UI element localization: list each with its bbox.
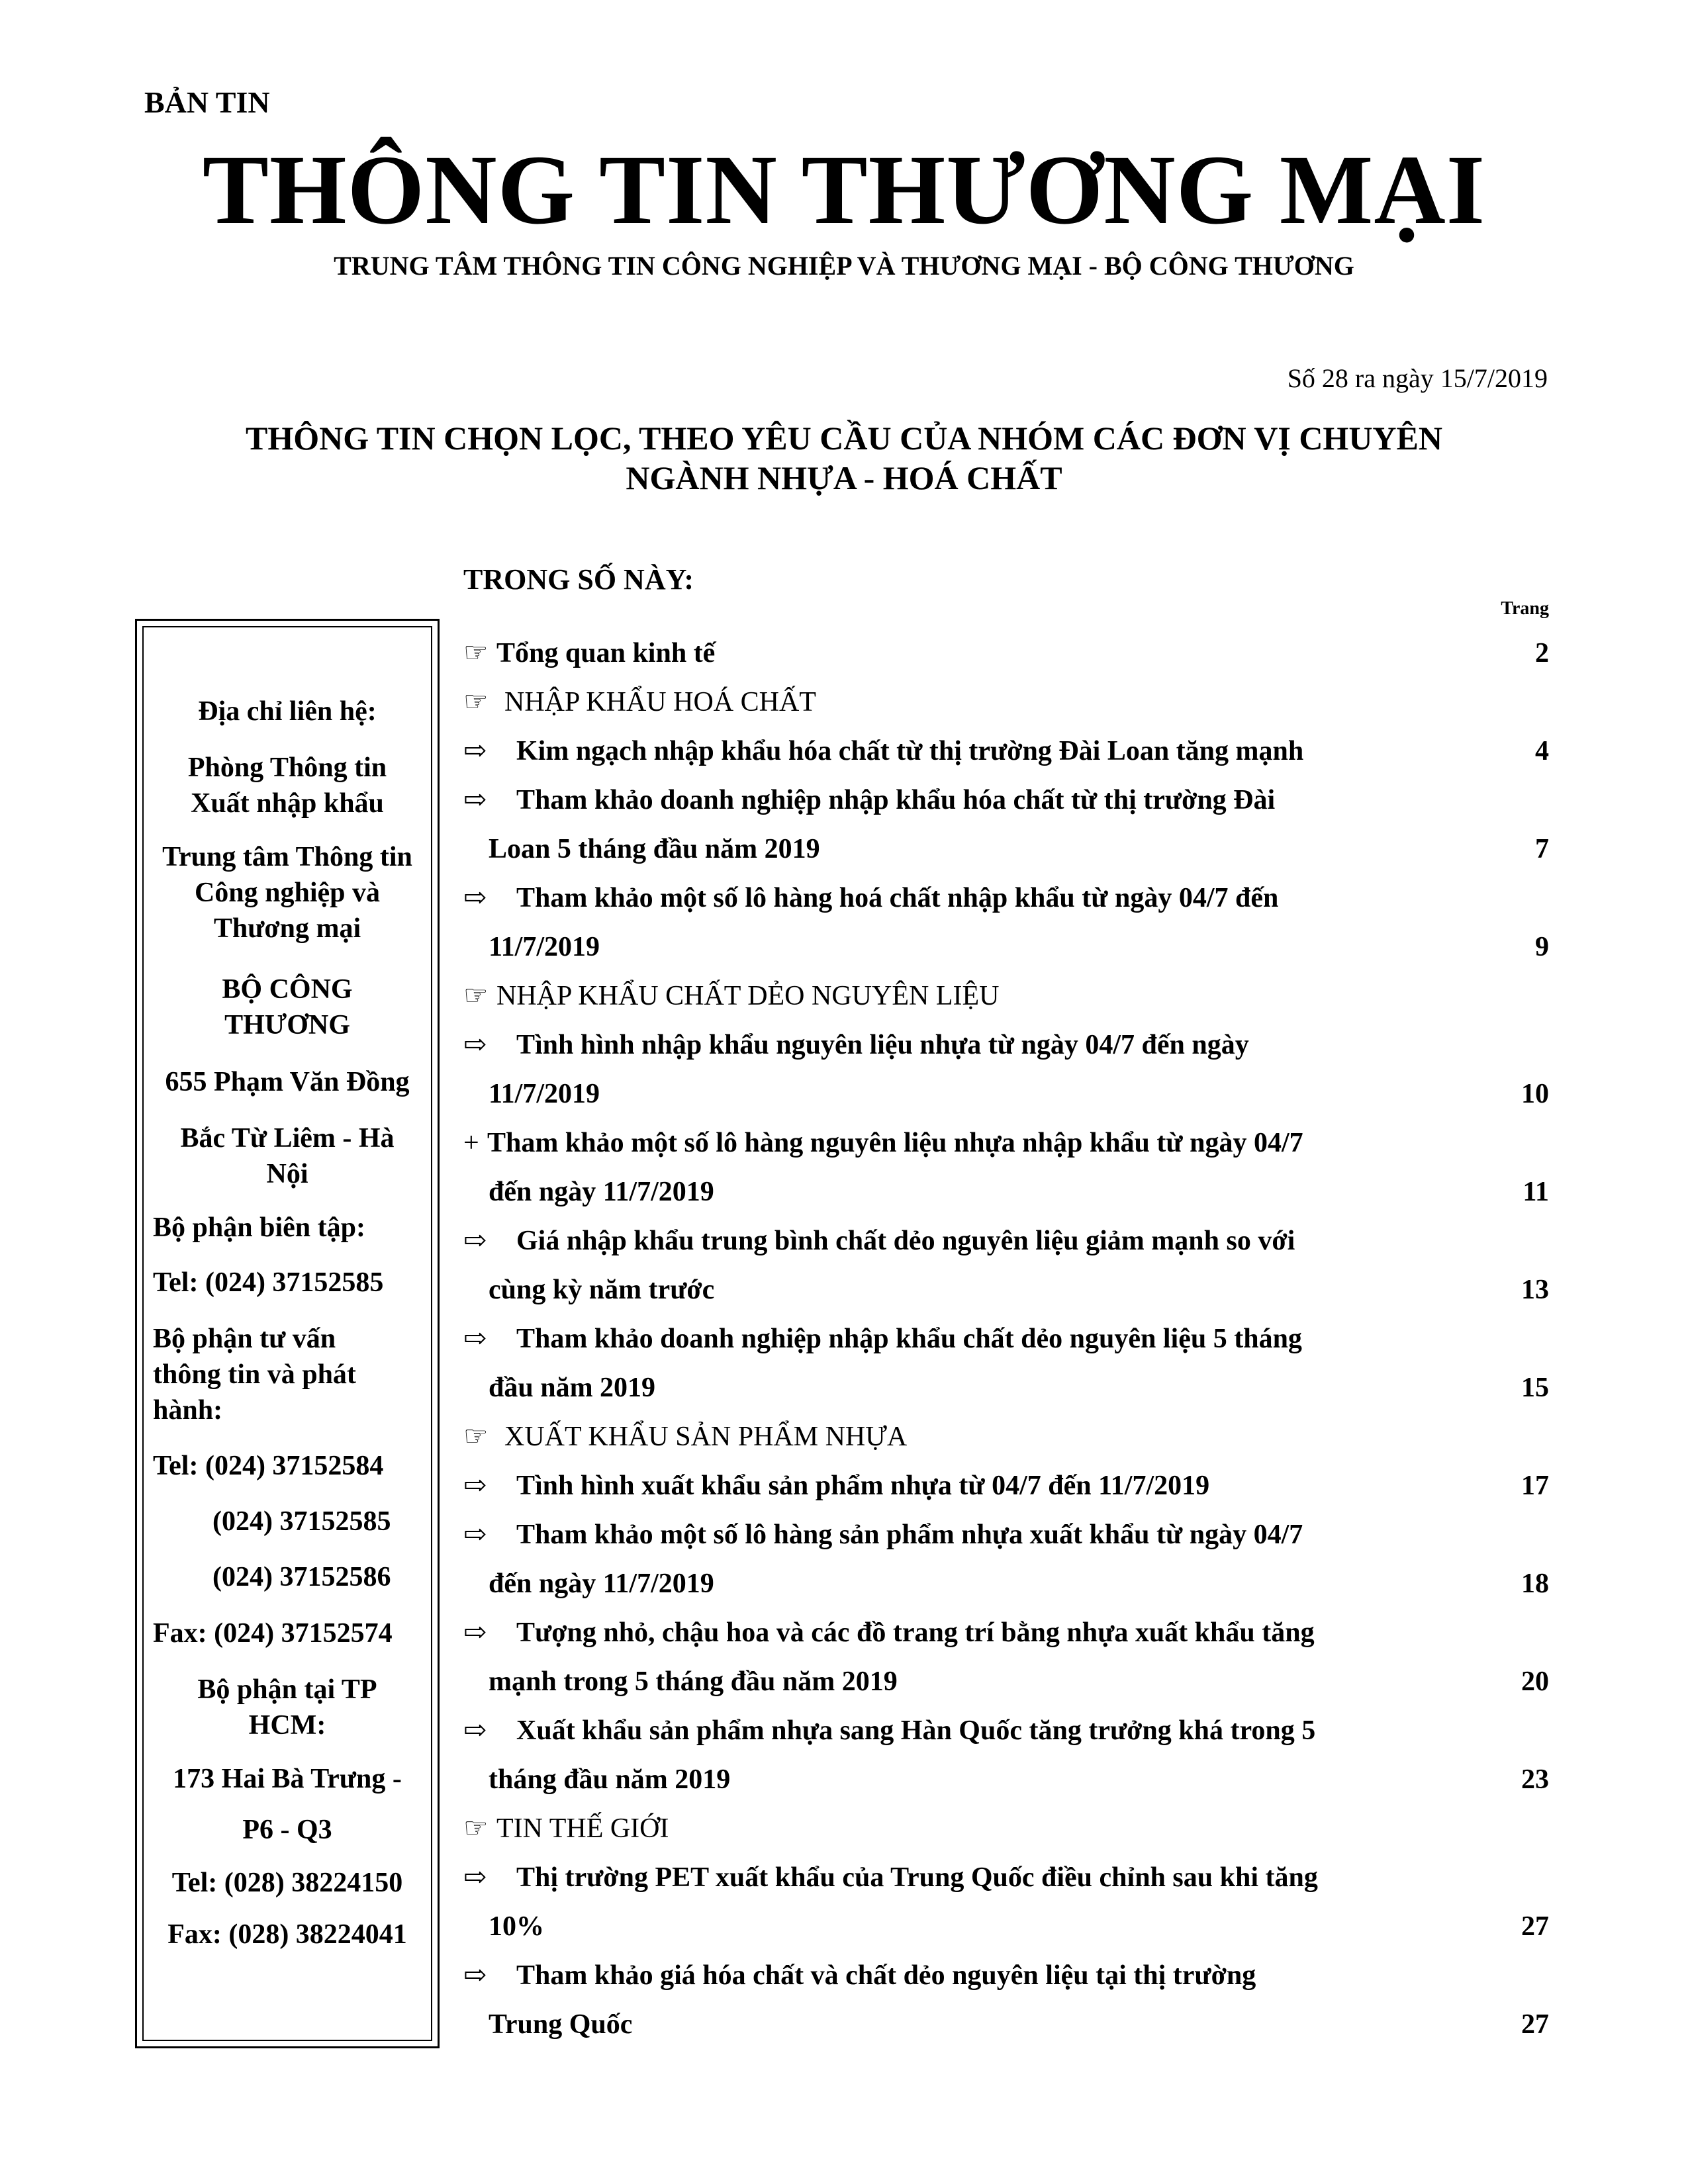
toc-entry-title-continued: tháng đầu năm 2019 (489, 1764, 731, 1795)
contact-hcm-fax: Fax: (028) 38224041 (167, 1919, 407, 1950)
toc-section-title: XUẤT KHẨU SẢN PHẨM NHỰA (504, 1422, 908, 1452)
toc-entry-page: 17 (1521, 1471, 1549, 1501)
toc-entry-title: Tham khảo một số lô hàng sản phẩm nhựa xuất khẩu từ ngày 04/7 (516, 1520, 1303, 1550)
arrow-right-icon: ⇨ (463, 1960, 487, 1991)
arrow-right-icon: ⇨ (463, 785, 487, 815)
toc-entry-page: 7 (1535, 834, 1549, 864)
toc-entry-title-continued: 11/7/2019 (489, 1079, 600, 1109)
toc-entry-title: Tổng quan kinh tế (496, 638, 716, 668)
contact-advisory-tel-1: Tel: (024) 37152584 (153, 1451, 384, 1481)
toc-entry-title: Kim ngạch nhập khẩu hóa chất từ thị trường Đài Loan tăng mạnh (516, 736, 1304, 766)
toc-entry-title-continued: đầu năm 2019 (489, 1373, 656, 1403)
contact-advisory-tel-2: (024) 37152585 (212, 1506, 391, 1537)
arrow-right-icon: ⇨ (463, 1226, 487, 1256)
contact-ministry-line-2: THƯƠNG (224, 1010, 350, 1040)
toc-section-title: TIN THẾ GIỚI (496, 1813, 669, 1844)
arrow-right-icon: ⇨ (463, 736, 487, 766)
toc-entry-page: 10 (1521, 1079, 1549, 1109)
pointing-hand-icon: ☞ (463, 1813, 489, 1844)
toc-section-title: NHẬP KHẨU HOÁ CHẤT (504, 687, 816, 717)
pointing-hand-icon: ☞ (463, 1422, 489, 1452)
contact-street: 655 Phạm Văn Đồng (165, 1067, 410, 1097)
contact-editorial-label: Bộ phận biên tập: (153, 1212, 365, 1243)
toc-entry-title-continued: Trung Quốc (489, 2009, 633, 2040)
toc-section-title: NHẬP KHẨU CHẤT DẺO NGUYÊN LIỆU (496, 981, 1000, 1011)
arrow-right-icon: ⇨ (463, 1520, 487, 1550)
contact-advisory-tel-3: (024) 37152586 (212, 1562, 391, 1592)
toc-entry-page: 13 (1521, 1275, 1549, 1305)
contact-ministry-line-1: BỘ CÔNG (222, 974, 353, 1005)
toc-entry-page: 20 (1521, 1666, 1549, 1697)
toc-entry-title-continued: mạnh trong 5 tháng đầu năm 2019 (489, 1666, 898, 1697)
headline-line-2: NGÀNH NHỰA - HOÁ CHẤT (626, 459, 1062, 496)
toc-page-column-label: Trang (1501, 598, 1549, 619)
toc-entry-page: 2 (1535, 638, 1549, 668)
contact-district-line-1: Bắc Từ Liêm - Hà (180, 1123, 395, 1154)
headline-line-1: THÔNG TIN CHỌN LỌC, THEO YÊU CẦU CỦA NHÓM CÁC ĐƠN VỊ CHUYÊN (245, 420, 1443, 457)
pointing-hand-icon: ☞ (463, 687, 489, 717)
toc-entry-title: Tham khảo doanh nghiệp nhập khẩu hóa chất từ thị trường Đài (516, 785, 1276, 815)
toc-entry-page: 4 (1535, 736, 1549, 766)
toc-entry-title: Giá nhập khẩu trung bình chất dẻo nguyên liệu giảm mạnh so với (516, 1226, 1295, 1256)
contact-sidebar-frame (142, 626, 432, 2041)
issue-date: Số 28 ra ngày 15/7/2019 (1287, 363, 1548, 393)
contact-hcm-line-1: Bộ phận tại TP (197, 1674, 377, 1705)
pointing-hand-icon: ☞ (463, 981, 489, 1011)
toc-entry-title: Xuất khẩu sản phẩm nhựa sang Hàn Quốc tăng trưởng khá trong 5 (516, 1715, 1316, 1746)
contact-center-line-3: Thương mại (213, 913, 361, 944)
contact-advisory-fax: Fax: (024) 37152574 (153, 1618, 393, 1649)
contact-hcm-address-line-1: 173 Hai Bà Trưng - (173, 1764, 402, 1794)
contact-center-line-2: Công nghiệp và (194, 878, 381, 908)
toc-entry-title-continued: 11/7/2019 (489, 932, 600, 962)
contact-district-line-2: Nội (266, 1159, 308, 1189)
contact-dept-line-1: Phòng Thông tin (187, 752, 387, 783)
toc-entry-title: Tham khảo một số lô hàng hoá chất nhập khẩu từ ngày 04/7 đến (516, 883, 1279, 913)
contact-advisory-line-3: hành: (153, 1395, 223, 1426)
toc-entry-title: Tình hình nhập khẩu nguyên liệu nhựa từ ngày 04/7 đến ngày (516, 1030, 1249, 1060)
publisher-line: TRUNG TÂM THÔNG TIN CÔNG NGHIỆP VÀ THƯƠNG MẠI - BỘ CÔNG THƯƠNG (334, 251, 1354, 281)
arrow-right-icon: ⇨ (463, 1715, 487, 1746)
toc-entry-title-continued: đến ngày 11/7/2019 (489, 1569, 714, 1599)
contact-dept-line-2: Xuất nhập khẩu (191, 788, 384, 819)
toc-entry-page: 18 (1521, 1569, 1549, 1599)
contact-hcm-address-line-2: P6 - Q3 (242, 1815, 332, 1845)
plus-icon: + (463, 1128, 479, 1158)
contact-hcm-line-2: HCM: (248, 1710, 326, 1741)
bulletin-kicker: BẢN TIN (144, 85, 270, 119)
pointing-hand-icon: ☞ (463, 638, 489, 668)
toc-title: TRONG SỐ NÀY: (463, 563, 694, 596)
toc-entry-title-continued: đến ngày 11/7/2019 (489, 1177, 714, 1207)
arrow-right-icon: ⇨ (463, 1862, 487, 1893)
masthead-title: THÔNG TIN THƯƠNG MẠI (202, 135, 1486, 245)
contact-hcm-tel: Tel: (028) 38224150 (171, 1868, 403, 1898)
arrow-right-icon: ⇨ (463, 883, 487, 913)
contact-advisory-line-1: Bộ phận tư vấn (153, 1324, 336, 1354)
toc-entry-title: Tượng nhỏ, chậu hoa và các đồ trang trí bằng nhựa xuất khẩu tăng (516, 1617, 1315, 1648)
arrow-right-icon: ⇨ (463, 1471, 487, 1501)
toc-entry-page: 11 (1523, 1177, 1549, 1207)
contact-sidebar (135, 619, 440, 2048)
toc-entry-page: 15 (1521, 1373, 1549, 1403)
toc-entry-title-continued: 10% (489, 1911, 544, 1942)
toc-entry-title: Tham khảo một số lô hàng nguyên liệu nhựa nhập khẩu từ ngày 04/7 (487, 1128, 1303, 1158)
toc-entry-title-continued: cùng kỳ năm trước (489, 1275, 715, 1305)
toc-entry-title-continued: Loan 5 tháng đầu năm 2019 (489, 834, 820, 864)
toc-entry-title: Tham khảo doanh nghiệp nhập khẩu chất dẻo nguyên liệu 5 tháng (516, 1324, 1302, 1354)
arrow-right-icon: ⇨ (463, 1030, 487, 1060)
toc-entry-title: Tham khảo giá hóa chất và chất dẻo nguyên liệu tại thị trường (516, 1960, 1256, 1991)
toc-entry-page: 9 (1535, 932, 1549, 962)
contact-center-line-1: Trung tâm Thông tin (162, 842, 412, 872)
contact-address-label: Địa chỉ liên hệ: (198, 696, 377, 727)
toc-entry-page: 27 (1521, 2009, 1549, 2040)
issue-headline (119, 418, 1569, 498)
arrow-right-icon: ⇨ (463, 1617, 487, 1648)
arrow-right-icon: ⇨ (463, 1324, 487, 1354)
toc-entry-page: 27 (1521, 1911, 1549, 1942)
toc-entry-title: Thị trường PET xuất khẩu của Trung Quốc điều chỉnh sau khi tăng (516, 1862, 1318, 1893)
toc-entry-page: 23 (1521, 1764, 1549, 1795)
contact-advisory-line-2: thông tin và phát (153, 1359, 356, 1390)
toc-entry-title: Tình hình xuất khẩu sản phẩm nhựa từ 04/7 đến 11/7/2019 (516, 1471, 1210, 1501)
contact-editorial-tel: Tel: (024) 37152585 (153, 1267, 384, 1298)
